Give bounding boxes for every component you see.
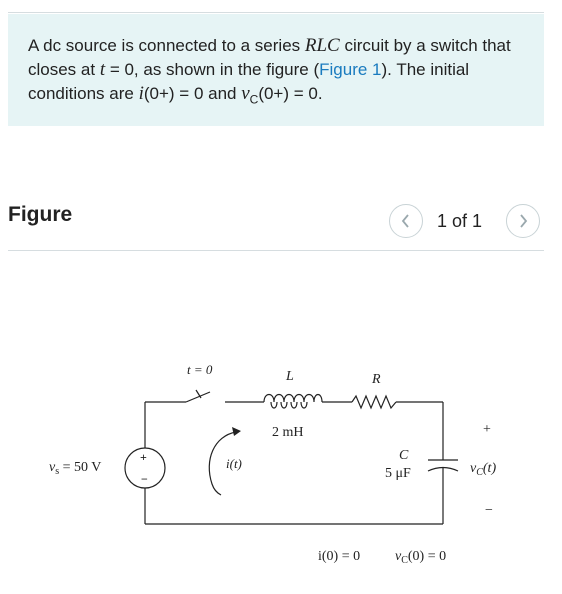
resistor-zigzag: [352, 396, 396, 408]
problem-text: ). The initial conditions are: [28, 60, 470, 103]
inductor-value: 2 mH: [272, 425, 304, 440]
source-label: [49, 460, 101, 477]
capacitor-plate-bottom: [428, 468, 458, 472]
i-symbol: i: [138, 83, 144, 104]
v-subscript: C: [249, 92, 259, 107]
capacitor-value: 5 μF: [385, 466, 411, 481]
ic-v-symbol: v: [395, 549, 402, 564]
resistor-label: R: [372, 372, 381, 387]
switch-tick: [196, 390, 201, 398]
capacitor-label: C: [399, 448, 409, 463]
problem-text: A dc source is connected to a series: [28, 36, 305, 55]
v-symbol: v: [241, 83, 250, 104]
current-arrow-arc: [209, 432, 236, 495]
problem-text: (0+) = 0.: [258, 84, 323, 103]
vc-subscript: C: [476, 467, 483, 478]
vc-minus: −: [485, 503, 493, 518]
voltage-source-circle: [125, 448, 165, 488]
figure-divider: [8, 250, 544, 251]
initial-current: i(0) = 0: [318, 549, 361, 564]
switch-label: t = 0: [187, 362, 213, 377]
vc-plus: +: [483, 422, 491, 437]
inductor-label: L: [286, 369, 294, 384]
ic-v-rest: (0) = 0: [407, 549, 447, 564]
chevron-left-icon: [400, 213, 412, 229]
source-subscript: s: [55, 466, 60, 477]
inductor-coil: [264, 395, 322, 403]
source-minus: −: [141, 472, 148, 486]
source-plus: +: [140, 450, 147, 464]
vc-symbol: v: [470, 461, 477, 476]
t-symbol: t: [99, 59, 106, 80]
source-symbol: v: [49, 460, 56, 475]
inductor-loops: [271, 402, 307, 408]
ic-v-subscript: C: [401, 555, 408, 566]
initial-voltage: [395, 549, 446, 566]
figure-pager: 1 of 1: [437, 211, 483, 231]
problem-statement: [8, 14, 544, 126]
previous-figure-button[interactable]: [389, 204, 423, 238]
figure-link[interactable]: Figure 1: [319, 60, 382, 79]
problem-text: = 0, as shown in the figure (: [105, 60, 320, 79]
vc-label: [470, 461, 496, 478]
problem-text: (0+) = 0 and: [143, 84, 242, 103]
source-value: = 50 V: [59, 460, 102, 475]
chevron-right-icon: [517, 213, 529, 229]
current-arrow-head: [232, 427, 241, 436]
switch-blade: [186, 392, 210, 402]
top-divider: [8, 12, 544, 13]
current-label: i(t): [226, 456, 242, 471]
vc-argument: (t): [482, 461, 497, 476]
problem-text: circuit by a switch that closes at: [28, 36, 511, 79]
rlc-symbol: RLC: [304, 35, 340, 56]
figure-title: Figure: [8, 203, 73, 226]
next-figure-button[interactable]: [506, 204, 540, 238]
